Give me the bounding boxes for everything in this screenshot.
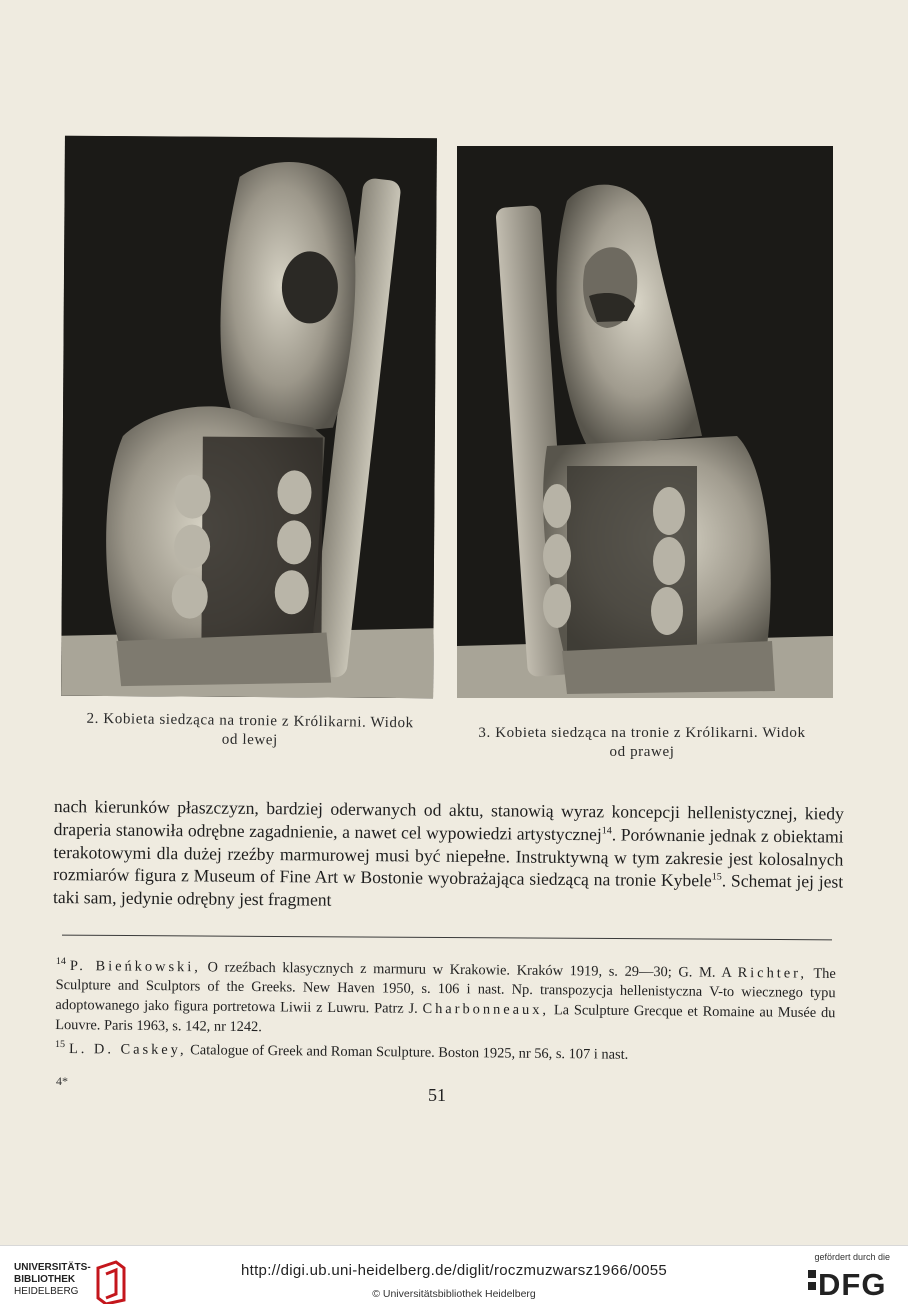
body-text-part-3: . Schemat jej jest taki sam, jedynie odrębny jest fragment (52, 870, 844, 910)
footnote-14-author-3: Charbonneaux, (422, 1000, 550, 1019)
figure-3-caption (452, 724, 832, 762)
printer-signature-mark: 4* (56, 1074, 68, 1088)
footnote-ref-15: 15 (711, 871, 722, 883)
library-name-line1: UNIVERSITÄTS- (14, 1262, 91, 1273)
library-name-line3: HEIDELBERG (14, 1286, 79, 1297)
footnotes (55, 952, 836, 1068)
photo-statue-right-view (457, 146, 833, 698)
footnote-15-text: Catalogue of Greek and Roman Sculpture. Boston 1925, nr 56, s. 107 i nast. (186, 1042, 629, 1063)
footnote-14-author-2: Richter, (737, 964, 808, 982)
page-number: 51 (428, 1085, 446, 1105)
footnote-15-number: 15 (54, 1039, 66, 1051)
figure-3-caption-line2: od prawej (609, 744, 675, 760)
dfg-logo-icon[interactable] (808, 1266, 894, 1300)
document-url-link[interactable]: http://digi.ub.uni-heidelberg.de/diglit/roczmuzwarsz1966/0055 (240, 1262, 668, 1279)
footnote-14-author: P. Bieńkowski, (69, 957, 201, 976)
library-name-line2: BIBLIOTHEK (14, 1274, 76, 1285)
footnote-separator (62, 935, 832, 941)
figure-2-caption (55, 709, 445, 752)
viewer-footer (0, 1245, 908, 1312)
body-paragraph (53, 795, 844, 917)
footnote-14-text-1: O rzeźbach klasycznych z marmuru w Krakowie. Kraków 1919, s. 29—30; G. M. A (200, 959, 738, 981)
statue-right-image (457, 146, 833, 698)
body-text-part-1: nach kierunków płaszczyzn, bardziej oderwanych od aktu, stanowią wyraz koncepcji hellenistycznej, kiedy draperia stanowiła odrębne zagadnienie, a nawet cel wypowiedzi artystycznej (53, 795, 844, 845)
photo-statue-left-view (61, 136, 437, 699)
figure-2-caption-line2: od lewej (221, 731, 278, 749)
sponsor-label: gefördert durch die (814, 1252, 890, 1262)
footnote-14 (55, 952, 836, 1043)
footnote-14-text-2: The Sculpture and Sculptors of the Greeks. New Haven 1950, s. 106 i nast. Np. transpozycja hellenistyczna V-to wiecznego typu adoptowanego jako figura portretowa Liwii z Luwru. Patrz J. (55, 965, 836, 1017)
footnote-14-text-3: La Sculpture Grecque et Romaine au Musée du Louvre. Paris 1963, s. 142, nr 1242. (55, 1002, 836, 1035)
body-text-part-2: . Porównanie jednak z obiektami terakotowymi dla dużej rzeźby marmurowej musi być niepełne. Instruktywną w tym zakresie jest kolosalnych rozmiarów figura z Museum of Fine Art w Bostonie wyobrażająca siedzącą na tronie Kybele (53, 824, 844, 891)
footnote-ref-14: 14 (601, 825, 612, 837)
copyright-notice: © Universitätsbibliothek Heidelberg (372, 1288, 536, 1300)
figure-3-caption-line1: 3. Kobieta siedząca na tronie z Królikarni. Widok (478, 725, 806, 741)
footnote-14-number: 14 (55, 955, 66, 968)
statue-left-image (61, 136, 437, 699)
dfg-logo-text: DFG (818, 1267, 887, 1300)
figure-2-caption-line1: 2. Kobieta siedząca na tronie z Królikarni. Widok (86, 710, 414, 732)
footnote-15-author: L. D. Caskey, (68, 1041, 187, 1059)
